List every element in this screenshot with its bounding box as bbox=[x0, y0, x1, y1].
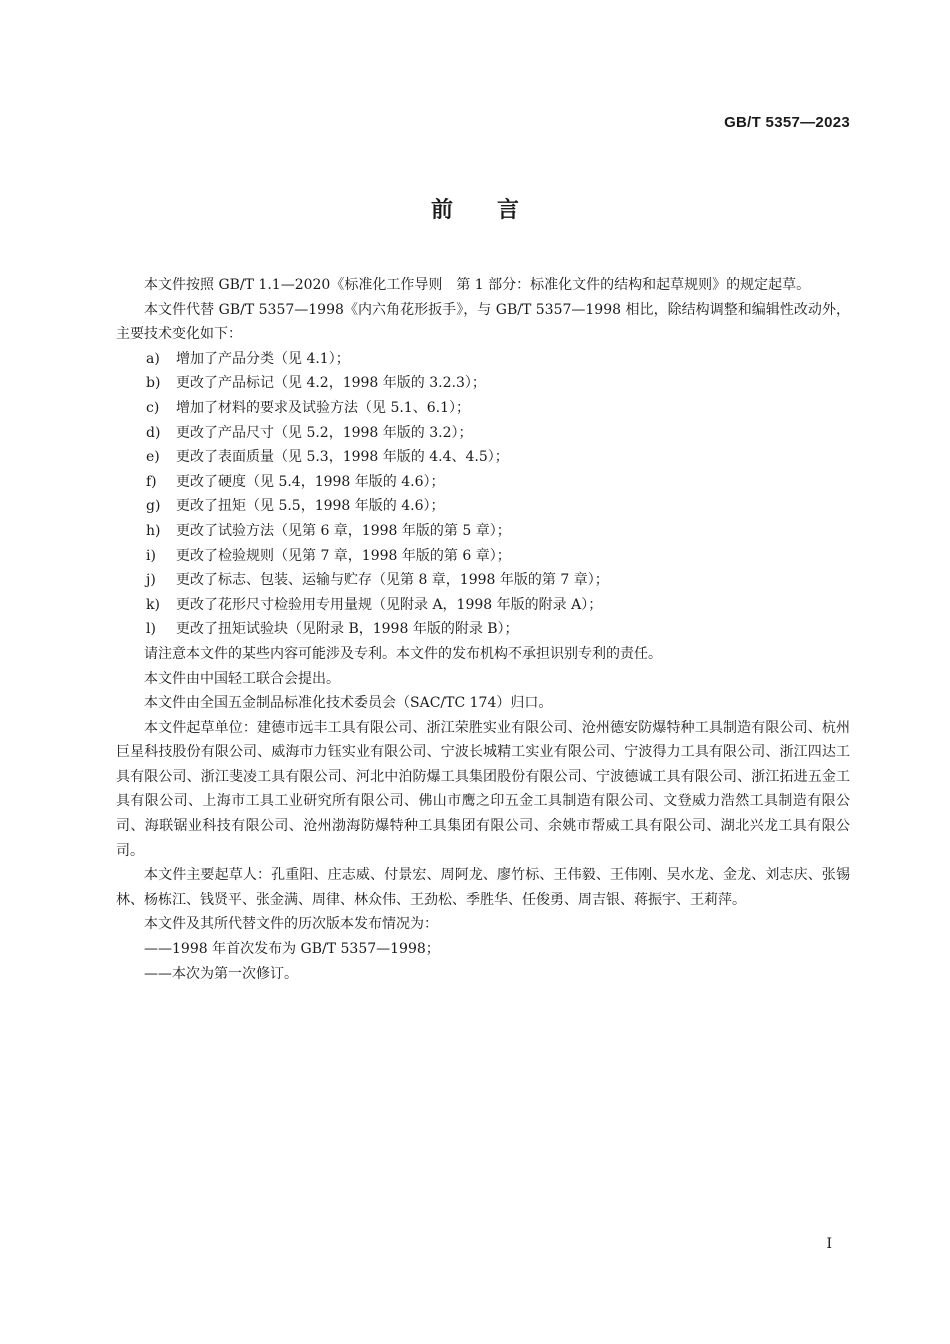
list-item-text: 更改了扭矩（见 5.5，1998 年版的 4.6）； bbox=[176, 498, 445, 515]
list-item-label: k) bbox=[146, 596, 160, 613]
list-item bbox=[116, 544, 850, 569]
paragraph-patent: 请注意本文件的某些内容可能涉及专利。本文件的发布机构不承担识别专利的责任。 bbox=[144, 645, 662, 662]
list-item bbox=[116, 445, 850, 470]
history-item: ——1998 年首次发布为 GB/T 5357—1998； bbox=[144, 941, 440, 958]
list-item-label: d) bbox=[146, 424, 161, 441]
list-item-text: 增加了材料的要求及试验方法（见 5.1、6.1）； bbox=[176, 399, 470, 416]
list-item-text: 增加了产品分类（见 4.1）； bbox=[176, 350, 350, 367]
list-item-text: 更改了标志、包装、运输与贮存（见第 8 章，1998 年版的第 7 章）； bbox=[176, 572, 609, 589]
list-item-label: f) bbox=[146, 473, 157, 490]
list-item-label: g) bbox=[146, 498, 161, 515]
standard-code: GB/T 5357—2023 bbox=[724, 114, 850, 131]
list-item-text: 更改了硬度（见 5.4，1998 年版的 4.6）； bbox=[176, 473, 445, 490]
history-list bbox=[116, 937, 850, 986]
list-item bbox=[116, 617, 850, 642]
paragraph-drafting-units: 本文件起草单位：建德市远丰工具有限公司、浙江荣胜实业有限公司、沧州德安防爆特种工具制造有限公司、杭州巨星科技股份有限公司、威海市力钰实业有限公司、宁波长城精工实业有限公司、宁波得力工具有限公司、浙江四达工具有限公司、浙江斐凌工具有限公司、河北中泊防爆工具集团股份有限公司、宁波德诚工具有限公司、浙江拓进五金工具有限公司、上海市工具工业研究所有限公司、佛山市鹰之印五金工具制造有限公司、文登威力浩然工具制造有限公司、海联锯业科技有限公司、沧州渤海防爆特种工具集团有限公司、余姚市帮威工具有限公司、湖北兴龙工具有限公司。 bbox=[116, 719, 850, 859]
list-item bbox=[116, 519, 850, 544]
list-item bbox=[116, 470, 850, 495]
list-item-label: i) bbox=[146, 547, 156, 564]
page-number: I bbox=[826, 1236, 832, 1252]
list-item-label: e) bbox=[146, 449, 160, 466]
list-item-label: a) bbox=[146, 350, 160, 367]
list-item-label: c) bbox=[146, 399, 160, 416]
list-item-text: 更改了花形尺寸检验用专用量规（见附录 A，1998 年版的附录 A）； bbox=[176, 596, 603, 613]
paragraph-drafters: 本文件主要起草人：孔重阳、庄志威、付景宏、周阿龙、廖竹标、王伟毅、王伟刚、吴水龙、金龙、刘志庆、张锡林、杨栋江、钱贤平、张金满、周律、林众伟、王劲松、季胜华、任俊勇、周吉银、蒋振宇、王莉萍。 bbox=[116, 867, 850, 908]
list-item bbox=[116, 568, 850, 593]
list-item-text: 更改了表面质量（见 5.3，1998 年版的 4.4、4.5）； bbox=[176, 449, 509, 466]
list-item-label: b) bbox=[146, 375, 161, 392]
list-item bbox=[116, 593, 850, 618]
list-item bbox=[116, 347, 850, 372]
page-title: 前 言 bbox=[430, 198, 519, 223]
list-item bbox=[116, 371, 850, 396]
list-item-text: 更改了检验规则（见第 7 章，1998 年版的第 6 章）； bbox=[176, 547, 511, 564]
document-body bbox=[116, 273, 850, 986]
paragraph-history-intro: 本文件及其所代替文件的历次版本发布情况为： bbox=[144, 916, 438, 933]
list-item bbox=[116, 396, 850, 421]
changes-list bbox=[116, 347, 850, 642]
list-item-label: j) bbox=[146, 572, 156, 589]
paragraph-structure: 本文件按照 GB/T 1.1—2020《标准化工作导则 第 1 部分：标准化文件的结构和起草规则》的规定起草。 bbox=[144, 277, 811, 293]
paragraph-managed: 本文件由全国五金制品标准化技术委员会（SAC/TC 174）归口。 bbox=[144, 695, 553, 712]
list-item bbox=[116, 421, 850, 446]
list-item-text: 更改了试验方法（见第 6 章，1998 年版的第 5 章）； bbox=[176, 522, 511, 539]
list-item bbox=[116, 494, 850, 519]
list-item-label: h) bbox=[146, 522, 161, 539]
list-item-label: l) bbox=[146, 621, 156, 638]
history-item: ——本次为第一次修订。 bbox=[144, 965, 298, 982]
list-item-text: 更改了扭矩试验块（见附录 B，1998 年版的附录 B）； bbox=[176, 621, 519, 638]
paragraph-proposed: 本文件由中国轻工联合会提出。 bbox=[144, 670, 340, 687]
list-item-text: 更改了产品标记（见 4.2，1998 年版的 3.2.3）； bbox=[176, 375, 486, 392]
list-item-text: 更改了产品尺寸（见 5.2，1998 年版的 3.2）； bbox=[176, 424, 473, 441]
paragraph-replaces: 本文件代替 GB/T 5357—1998《内六角花形扳手》，与 GB/T 5357—1998 相比，除结构调整和编辑性改动外，主要技术变化如下： bbox=[116, 301, 850, 343]
